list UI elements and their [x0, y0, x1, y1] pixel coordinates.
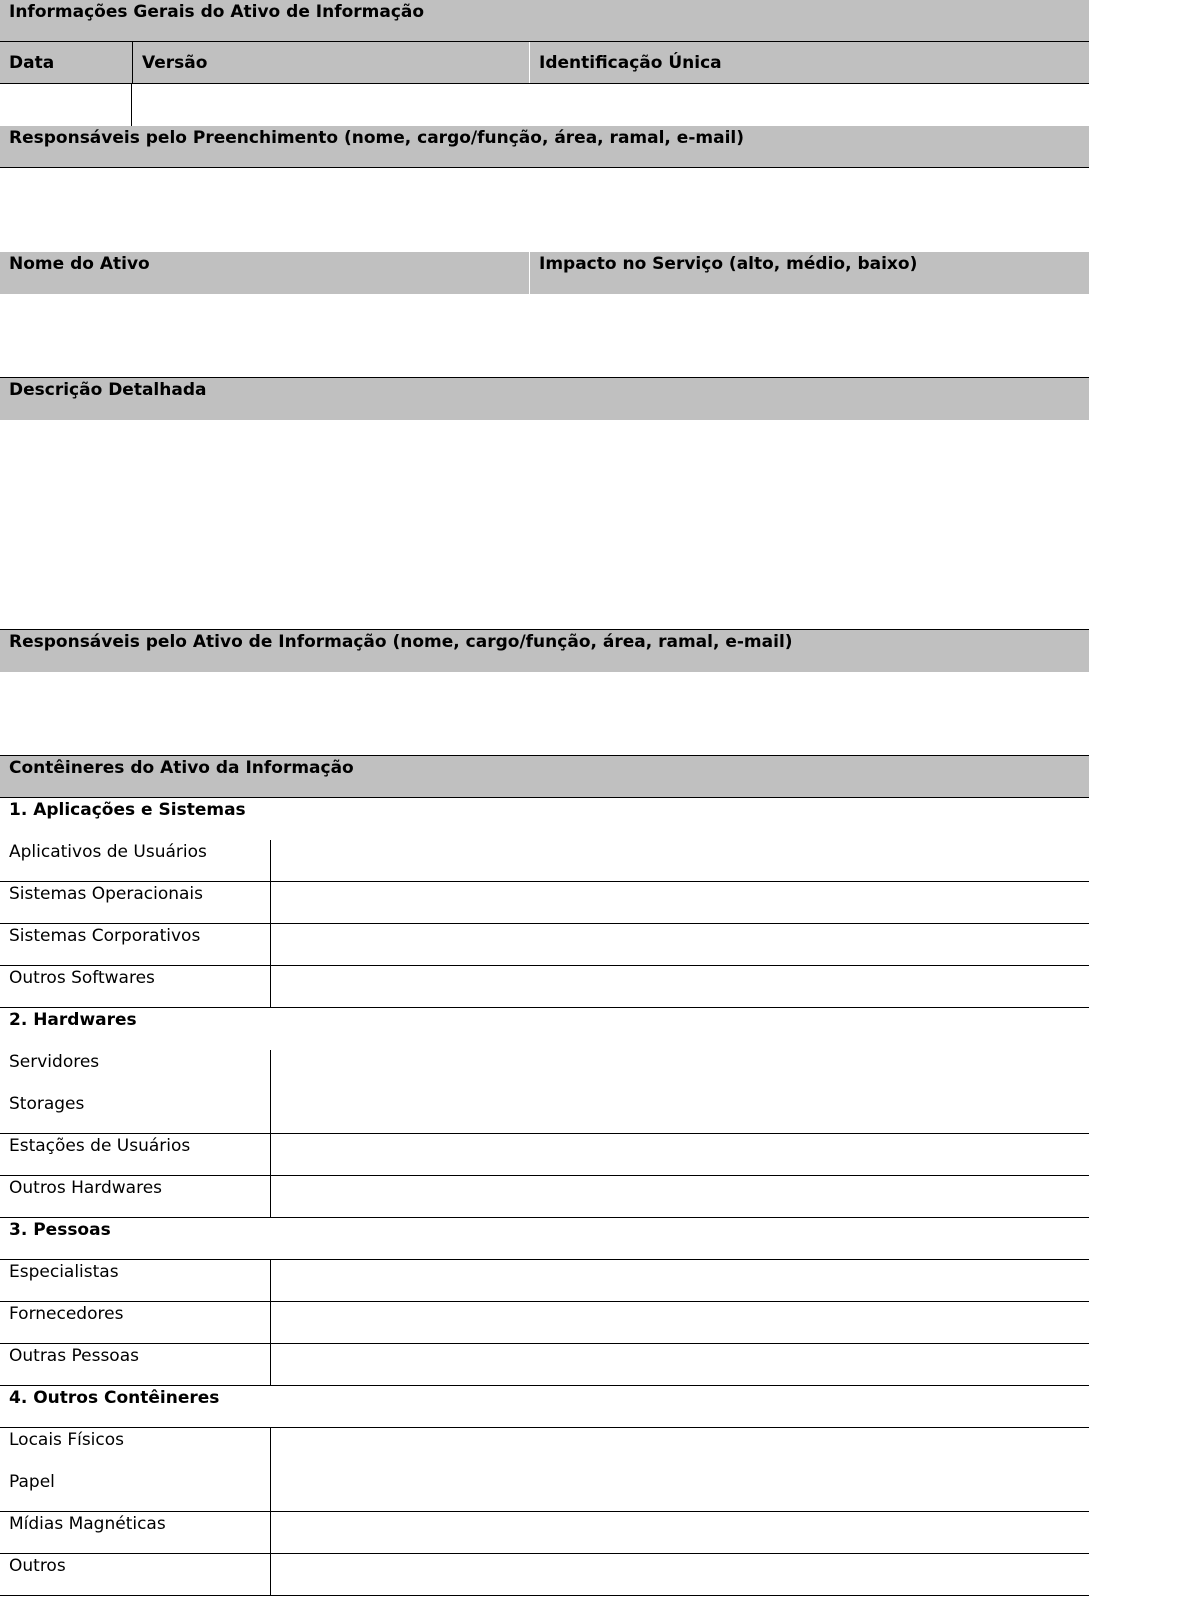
- aplicativos-usuarios-field[interactable]: [270, 840, 1089, 881]
- locais-papel-field[interactable]: [270, 1428, 1089, 1511]
- responsaveis-ativo-field[interactable]: [0, 672, 1089, 756]
- section-outros-conteineres-title-row: [0, 1386, 1089, 1428]
- container-row: [0, 1512, 1089, 1554]
- container-row: [0, 1428, 1089, 1512]
- sistemas-corporativos-label: Sistemas Corporativos: [9, 926, 201, 946]
- preenchimento-header: [0, 126, 1089, 168]
- servidores-storages-cell: [0, 1050, 270, 1133]
- container-row: [0, 966, 1089, 1008]
- servidores-label: Servidores: [9, 1052, 100, 1072]
- responsaveis-ativo-title: Responsáveis pelo Ativo de Informação (nome, cargo/função, área, ramal, e-mail): [9, 632, 793, 652]
- storages-label: Storages: [9, 1094, 85, 1114]
- estacoes-usuarios-field[interactable]: [270, 1134, 1089, 1175]
- fornecedores-label: Fornecedores: [9, 1304, 124, 1324]
- section-outros-conteineres-title: 4. Outros Contêineres: [9, 1388, 220, 1408]
- outros-softwares-label: Outros Softwares: [9, 968, 155, 988]
- servidores-storages-field[interactable]: [270, 1050, 1089, 1133]
- nome-impacto-field[interactable]: [0, 294, 1089, 378]
- outros-field[interactable]: [270, 1554, 1089, 1595]
- outras-pessoas-field[interactable]: [270, 1344, 1089, 1385]
- descricao-field[interactable]: [0, 420, 1089, 630]
- outros-label: Outros: [9, 1556, 66, 1576]
- data-column-header: Data: [9, 53, 55, 73]
- container-row: [0, 924, 1089, 966]
- especialistas-field[interactable]: [270, 1260, 1089, 1301]
- section-hardwares-title-row: [0, 1008, 1089, 1050]
- papel-label: Papel: [9, 1472, 55, 1492]
- general-info-header: [0, 0, 1089, 42]
- container-row: [0, 882, 1089, 924]
- aplicativos-usuarios-label: Aplicativos de Usuários: [9, 842, 207, 862]
- impacto-header: Impacto no Serviço (alto, médio, baixo): [529, 252, 1089, 294]
- descricao-header: [0, 378, 1089, 420]
- data-value-field[interactable]: [0, 84, 131, 126]
- descricao-title: Descrição Detalhada: [9, 380, 207, 400]
- versao-column-header: Versão: [132, 42, 529, 83]
- sistemas-operacionais-field[interactable]: [270, 882, 1089, 923]
- nome-ativo-header: Nome do Ativo: [9, 254, 150, 274]
- locais-papel-cell: [0, 1428, 270, 1511]
- general-columns-header: [0, 42, 1089, 84]
- container-row: [0, 840, 1089, 882]
- outras-pessoas-label: Outras Pessoas: [9, 1346, 139, 1366]
- container-row: [0, 1050, 1089, 1134]
- locais-fisicos-label: Locais Físicos: [9, 1430, 125, 1450]
- midias-magneticas-field[interactable]: [270, 1512, 1089, 1553]
- container-row: [0, 1260, 1089, 1302]
- section-aplicacoes-title-row: [0, 798, 1089, 840]
- especialistas-label: Especialistas: [9, 1262, 119, 1282]
- versao-id-value-field[interactable]: [131, 84, 1089, 126]
- general-info-title: Informações Gerais do Ativo de Informação: [9, 2, 425, 22]
- container-row: [0, 1554, 1089, 1596]
- estacoes-usuarios-label: Estações de Usuários: [9, 1136, 191, 1156]
- midias-magneticas-label: Mídias Magnéticas: [9, 1514, 166, 1534]
- preenchimento-field[interactable]: [0, 168, 1089, 252]
- section-pessoas-title-row: [0, 1218, 1089, 1260]
- section-hardwares-title: 2. Hardwares: [9, 1010, 137, 1030]
- outros-hardwares-field[interactable]: [270, 1176, 1089, 1217]
- sistemas-operacionais-label: Sistemas Operacionais: [9, 884, 204, 904]
- section-aplicacoes-title: 1. Aplicações e Sistemas: [9, 800, 246, 820]
- conteineres-header: [0, 756, 1089, 798]
- container-row: [0, 1344, 1089, 1386]
- container-row: [0, 1302, 1089, 1344]
- responsaveis-ativo-header: [0, 630, 1089, 672]
- outros-softwares-field[interactable]: [270, 966, 1089, 1007]
- conteineres-title: Contêineres do Ativo da Informação: [9, 758, 354, 778]
- sistemas-corporativos-field[interactable]: [270, 924, 1089, 965]
- general-values-row: [0, 84, 1089, 126]
- identificacao-column-header: Identificação Única: [529, 42, 1089, 83]
- container-row: [0, 1176, 1089, 1218]
- fornecedores-field[interactable]: [270, 1302, 1089, 1343]
- nome-impacto-header: [0, 252, 1089, 294]
- outros-hardwares-label: Outros Hardwares: [9, 1178, 163, 1198]
- container-row: [0, 1134, 1089, 1176]
- preenchimento-title: Responsáveis pelo Preenchimento (nome, cargo/função, área, ramal, e-mail): [9, 128, 745, 148]
- section-pessoas-title: 3. Pessoas: [9, 1220, 111, 1240]
